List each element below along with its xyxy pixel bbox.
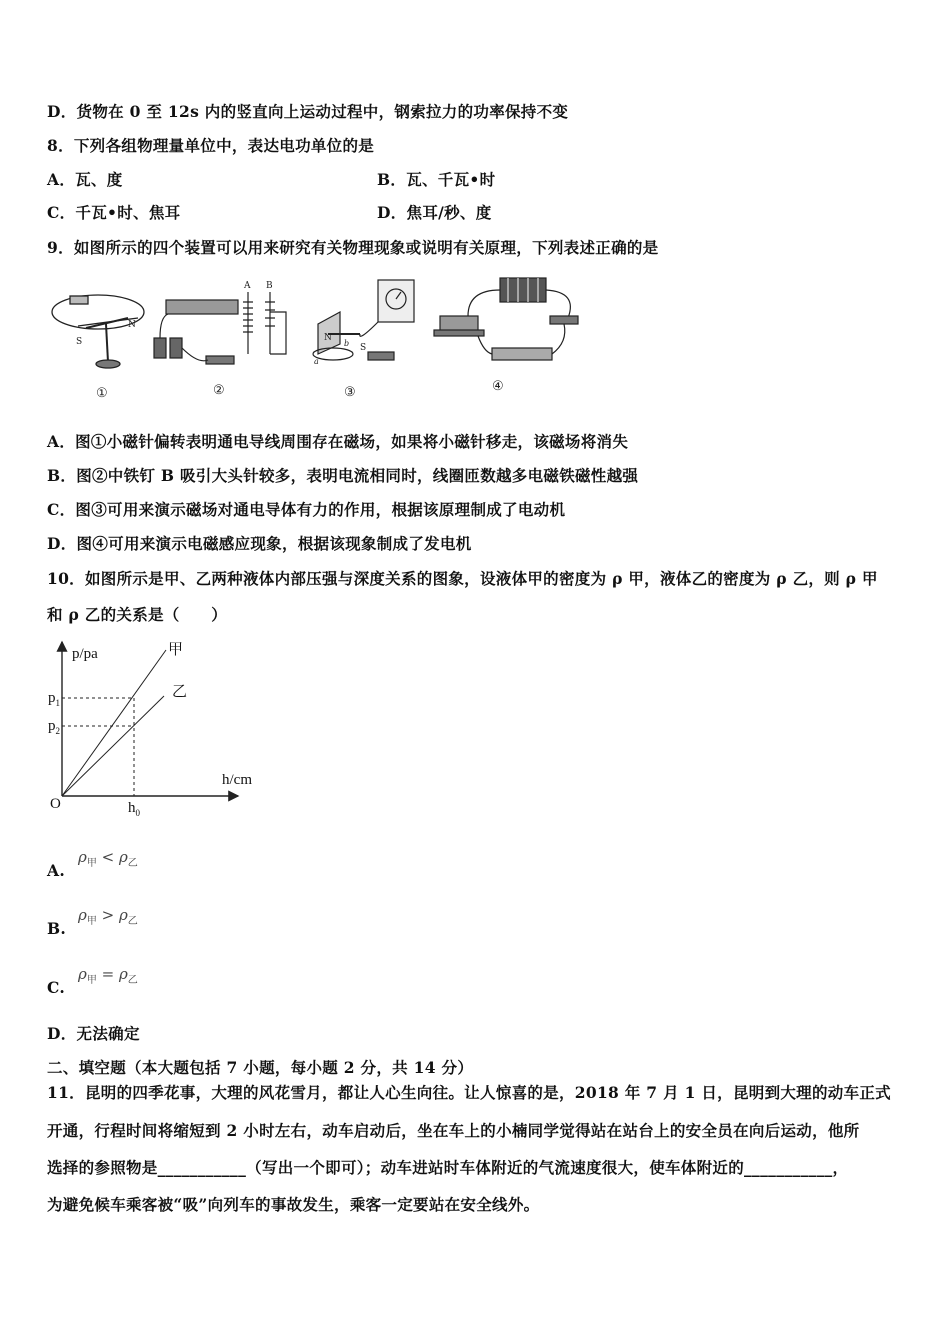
fig1-n-label: N	[128, 320, 136, 330]
q8-stem: 8．下列各组物理量单位中，表达电功单位的是	[47, 136, 375, 155]
q9-option-a: A．图①小磁针偏转表明通电导线周围存在磁场，如果将小磁针移走，该磁场将消失	[47, 432, 629, 451]
q11-line1: 11．昆明的四季花事，大理的风花雪月，都让人心生向往。让人惊喜的是，2018 年 7 月 1 日，昆明到大理的动车正式	[47, 1083, 891, 1102]
q10-pressure-depth-graph	[40, 636, 280, 826]
q11-line4: 为避免候车乘客被“吸”向列车的事故发生，乘客一定要站在安全线外。	[47, 1195, 540, 1214]
origin-label: O	[50, 796, 61, 812]
q10-option-a-formula: $\rho_甲 < \rho_乙$	[78, 848, 138, 869]
line-jia	[62, 650, 166, 796]
fig3-s-label: S	[360, 343, 367, 353]
p2-label: $p_2$	[48, 718, 60, 736]
q9-stem: 9．如图所示的四个装置可以用来研究有关物理现象或说明有关原理，下列表述正确的是	[47, 238, 659, 257]
y-axis-label: p/pa	[72, 646, 98, 662]
h0-label: $h_0$	[128, 800, 140, 818]
figure-1-oersted	[52, 295, 144, 368]
q10-option-c-label: C.	[47, 978, 66, 997]
p1-label: $p_1$	[48, 690, 60, 708]
section2-title: 二、填空题（本大题包括 7 小题，每小题 2 分，共 14 分）	[47, 1058, 474, 1077]
figure-4-circuit	[434, 278, 578, 360]
q11-line2: 开通，行程时间将缩短到 2 小时左右，动车启动后，坐在车上的小楠同学觉得站在站台上的安全员在向后运动，他所	[47, 1121, 860, 1140]
q9-apparatus-figures	[48, 272, 588, 407]
fig2-a-label: A	[244, 281, 251, 291]
q10-option-a-label: A.	[47, 861, 66, 880]
q10-option-b-label: B.	[47, 919, 67, 938]
q7-option-d: D．货物在 0 至 12s 内的竖直向上运动过程中，钢索拉力的功率保持不变	[47, 102, 569, 121]
q10-option-d: D．无法确定	[47, 1024, 140, 1043]
q8-option-b: B．瓦、千瓦•时	[377, 170, 496, 189]
fig3-a-label: a	[314, 357, 319, 366]
q10-stem-line1: 10．如图所示是甲、乙两种液体内部压强与深度关系的图象，设液体甲的密度为 ρ 甲，液体乙的密度为 ρ 乙，则 ρ 甲	[47, 569, 878, 588]
q9-option-b: B．图②中铁钉 B 吸引大头针较多，表明电流相同时，线圈匝数越多电磁铁磁性越强	[47, 466, 639, 485]
fig-label-3: ③	[344, 385, 356, 400]
q10-stem-line2: 和 ρ 乙的关系是（ ）	[47, 605, 228, 624]
q10-option-c-formula: $\rho_甲 = \rho_乙$	[78, 965, 138, 986]
q8-option-c: C．千瓦•时、焦耳	[47, 203, 181, 222]
line-yi	[62, 696, 164, 796]
figure-3-motor-effect	[313, 280, 414, 366]
q10-option-b-formula: $\rho_甲 > \rho_乙$	[78, 906, 138, 927]
q9-option-c: C．图③可用来演示磁场对通电导体有力的作用，根据该原理制成了电动机	[47, 500, 566, 519]
q8-option-a: A．瓦、度	[47, 170, 123, 189]
fig-label-2: ②	[213, 383, 225, 398]
x-axis-label: h/cm	[222, 772, 252, 788]
line-yi-label: 乙	[172, 682, 188, 700]
fig-label-4: ④	[492, 379, 504, 394]
fig3-b-label: b	[344, 339, 350, 348]
line-jia-label: 甲	[168, 640, 184, 658]
fig-label-1: ①	[96, 386, 108, 401]
q9-option-d: D．图④可用来演示电磁感应现象，根据该现象制成了发电机	[47, 534, 472, 553]
figure-2-electromagnet	[154, 281, 286, 364]
q8-option-d: D．焦耳/秒、度	[377, 203, 492, 222]
q11-line3: 选择的参照物是___________（写出一个即可）；动车进站时车体附近的气流速度很大，使车体附近的___________，	[47, 1158, 849, 1177]
fig1-s-label: S	[76, 337, 83, 347]
fig2-b-label: B	[266, 281, 273, 291]
fig3-n-label: N	[324, 333, 332, 343]
